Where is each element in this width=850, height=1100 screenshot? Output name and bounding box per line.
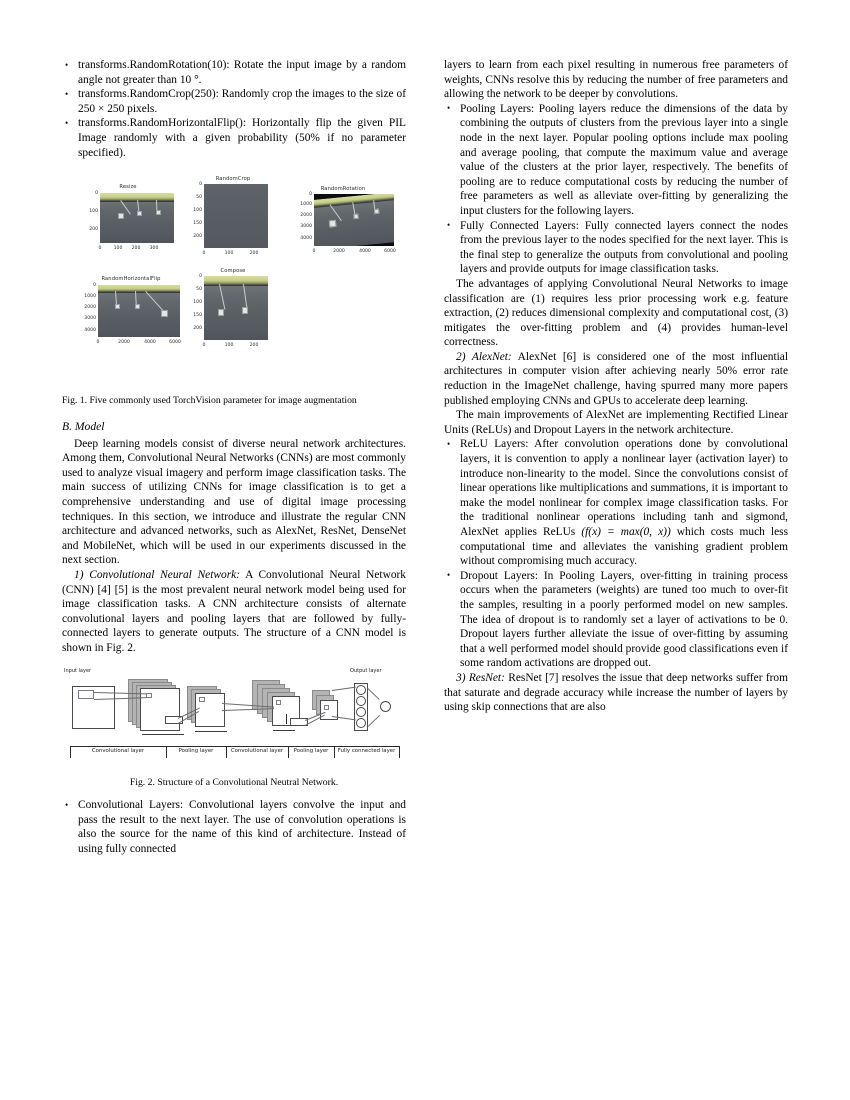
y-tick: 4000 [84, 328, 96, 334]
subsection-1-label: 1) Convolutional Neural Network: [74, 569, 240, 581]
subplot-resize [76, 184, 180, 260]
list-item: • Dropout Layers: In Pooling Layers, over-fitting in training process occurs when the parameters (weights) are tuned too much to over-fit the samples, resulting in a poorly performed model on new samples. The idea of dropout is to randomly set a layer of activations to be 0. Dropout layers further alleviate the issue of over-fitting by assuming that a well performed model should provide good classifications even if some random activations are dropped out. [444, 569, 788, 671]
y-tick: 2000 [84, 305, 96, 311]
advantages-paragraph: The advantages of applying Convolutional Neural Networks to image classification are (1) requires less prior processing work e.g. feature extraction, (2) reduces dimensional complexity and computational cost, (3) mitigates the over-fitting problem and (4) provides human-level correctness. [444, 277, 788, 349]
y-tick: 100 [193, 208, 202, 214]
y-tick: 0 [309, 192, 312, 198]
y-tick: 50 [196, 195, 202, 201]
list-item: • Convolutional Layers: Convolutional layers convolve the input and pass the result to the next layer. The use of convolution operations is also the source for the name of this kind of architecture. Instead of using fully connected [62, 798, 406, 856]
continued-paragraph: layers to learn from each pixel resulting in numerous free parameters of weights, CNNs resolve this by reducing the number of free parameters and allowing the network to be deeper by convolutions. [444, 59, 788, 101]
x-tick: 0 [312, 249, 316, 255]
list-item: • transforms.RandomCrop(250): Randomly crop the images to the size of 250 × 250 pixels. [62, 87, 406, 116]
subplot-randomcrop [180, 176, 286, 275]
conv2-marker [286, 714, 287, 724]
y-tick: 0 [93, 283, 96, 289]
section-b-paragraph: Deep learning models consist of diverse neural network architectures. Among them, Convolutional Neural Networks (CNNs) are most commonly used to analyze visual imagery and perform image classification tasks. The main success of utilizing CNNs for image classification is to get a comprehensive understanding and use of digital image processing techniques. In this section, we introduce and illustrate the regular CNN architecture and advanced networks, such as AlexNet, ResNet, DenseNet and MobileNet, which will be used in our experiments discussed in the next section. [62, 437, 406, 567]
y-tick: 1000 [300, 202, 312, 208]
x-tick: 6000 [384, 249, 396, 255]
x-tick: 200 [249, 343, 259, 349]
y-tick: 3000 [300, 224, 312, 230]
right-column [444, 58, 788, 1058]
y-tick: 0 [95, 191, 98, 197]
fc-node [356, 718, 366, 728]
figure-2-caption: Fig. 2. Structure of a Convolutional Neutral Network. [129, 776, 339, 788]
x-tick: 100 [224, 343, 234, 349]
list-item [444, 437, 788, 568]
y-tick: 4000 [300, 236, 312, 242]
pool1-kernel [199, 697, 205, 702]
y-tick: 200 [193, 326, 202, 332]
y-tick: 100 [89, 209, 98, 215]
fc-node [356, 707, 366, 717]
x-tick: 2000 [333, 249, 345, 255]
improvements-paragraph: The main improvements of AlexNet are implementing Rectified Linear Units (ReLUs) and Dropout Layers in the network architecture. [444, 409, 788, 436]
output-node [380, 701, 391, 712]
segment-label: Pooling layer [293, 747, 329, 754]
connector-line [368, 715, 380, 727]
y-tick: 0 [199, 182, 202, 188]
y-tick: 0 [199, 274, 202, 280]
connector-line [368, 688, 380, 700]
x-tick: 300 [149, 246, 159, 252]
relu-text-part2: which costs much less computational time and alleviates the vanishing gradient problem without compromising much accuracy. [460, 526, 789, 568]
segment-divider [399, 746, 400, 758]
fc-node [356, 696, 366, 706]
subplot-title: RandomCrop [215, 176, 251, 183]
left-column [62, 58, 406, 1058]
x-tick: 0 [96, 340, 100, 346]
alexnet-bullet-list [444, 437, 788, 671]
fc-node [356, 685, 366, 695]
segment-label: Fully connected layer [337, 747, 396, 754]
y-tick: 150 [193, 313, 202, 319]
segment-label: Convolutional layer [91, 747, 145, 754]
group-underline [273, 730, 295, 731]
subsection-2-label: 2) AlexNet: [456, 350, 512, 363]
x-tick: 6000 [169, 340, 181, 346]
transform-bullet-list [62, 58, 406, 160]
y-tick: 1000 [84, 294, 96, 300]
x-tick: 2000 [118, 340, 130, 346]
subplot-image-area [98, 285, 180, 337]
list-item: • transforms.RandomHorizontalFlip(): Horizontally flip the given PIL Image randomly with a given probability (50% if no parameter specified). [62, 116, 406, 160]
section-heading-b: B. Model [62, 419, 105, 433]
x-tick: 4000 [144, 340, 156, 346]
two-column-body [62, 58, 788, 1058]
x-tick: 0 [98, 246, 102, 252]
input-layer-label: Input layer [64, 667, 92, 674]
x-tick: 100 [224, 251, 234, 257]
y-tick: 200 [89, 227, 98, 233]
subsection-3-label: 3) ResNet: [456, 671, 505, 684]
subplot-image-area [100, 193, 174, 243]
y-tick: 150 [193, 221, 202, 227]
y-tick: 50 [196, 287, 202, 293]
subplot-randomhorizontalflip [68, 276, 194, 362]
subplot-compose [180, 268, 286, 368]
conv1-kernel [146, 693, 152, 698]
figure-1-augmentation-grid [62, 176, 406, 381]
subplot-title: Resize [119, 184, 137, 191]
y-tick: 3000 [84, 316, 96, 322]
pool2-kernel [324, 705, 329, 710]
connector-line [332, 686, 356, 690]
y-tick: 2000 [300, 213, 312, 219]
subplot-title: RandomHorizontalFlip [101, 276, 161, 283]
y-tick: 100 [193, 300, 202, 306]
segment-label: Convolutional layer [230, 747, 284, 754]
subplot-image-area [314, 194, 394, 246]
subplot-title: Compose [220, 268, 246, 275]
figure-2-cnn-structure [62, 668, 406, 768]
subsection-2-paragraph [444, 350, 788, 408]
figure-1-caption: Fig. 1. Five commonly used TorchVision parameter for image augmentation [62, 395, 357, 407]
subplot-title: RandomRotation [320, 186, 366, 193]
segment-label: Pooling layer [178, 747, 214, 754]
x-tick: 200 [131, 246, 141, 252]
subsection-2-text: AlexNet [6] is considered one of the most influential architectures in computer vision after achieving nearly 50% error rate reduction in the ImageNet challenge, having spurred many more papers published employing CNNs and GPUs to accelerate deep learning. [444, 350, 788, 407]
x-tick: 0 [202, 343, 206, 349]
x-tick: 100 [113, 246, 123, 252]
conv-layer-bullet-list [62, 798, 406, 856]
subsection-1-paragraph [62, 568, 406, 656]
layer-bullet-list [444, 102, 788, 277]
y-tick: 200 [193, 234, 202, 240]
list-item: • transforms.RandomRotation(10): Rotate the input image by a random angle not greater than 10 °. [62, 58, 406, 87]
conv2-kernel [276, 700, 281, 705]
subsection-3-text: ResNet [7] resolves the issue that deep networks suffer from that saturate and degrade accuracy while increase the number of layers by using skip connections that are also [444, 671, 788, 714]
group-underline [195, 731, 227, 732]
list-item: • Pooling Layers: Pooling layers reduce the dimensions of the data by combining the outputs of clusters from the previous layer into a single node in the next layer. Popular pooling options include max pooling and average pooling, that compute the maximum value and average value of the clusters at the prior layer, respectively. The benefits of pooling are to reduce computational costs by reducing the number of free parameters as well as alleviate over-fitting by generalizing the input clusters for the following layers. [444, 102, 788, 219]
input-patch [78, 690, 94, 699]
relu-formula: (f(x) = max(0, x)) [581, 526, 671, 538]
x-tick: 4000 [359, 249, 371, 255]
relu-text-part1: ReLU Layers: After convolution operations done by convolutional layers, it is convention to apply a nonlinear layer (activation layer) to introduce non-linearity to the model. Since the convolutions consist of linear operations like multiplications and summations, it is important to make the model nonlinear for complex image classification tasks. For the traditional nonlinear operations including tanh and sigmond, AlexNet applies ReLUs [460, 438, 788, 538]
subsection-3-paragraph [444, 671, 788, 715]
subplot-randomrotation [284, 186, 402, 272]
x-tick: 200 [249, 251, 259, 257]
x-tick: 0 [202, 251, 206, 257]
subsection-1-text: A Convolutional Neural Network (CNN) [4] [5] is the most prevalent neural network model being used for image classification tasks. A CNN architecture consists of alternate convolutional layers and pooling layers that are followed by fully-connected layers to generate outputs. The structure of a CNN model is shown in Fig. 2. [62, 569, 407, 654]
group-underline [142, 734, 184, 735]
subplot-image-area [204, 184, 268, 248]
subplot-image-area [204, 276, 268, 340]
list-item: • Fully Connected Layers: Fully connected layers connect the nodes from the previous layer to the nodes specified for the next layer. This is the final step to generalize the outputs from convolutional and pooling layers and provide outputs for image classification tasks. [444, 219, 788, 277]
output-layer-label: Output layer [350, 667, 382, 674]
